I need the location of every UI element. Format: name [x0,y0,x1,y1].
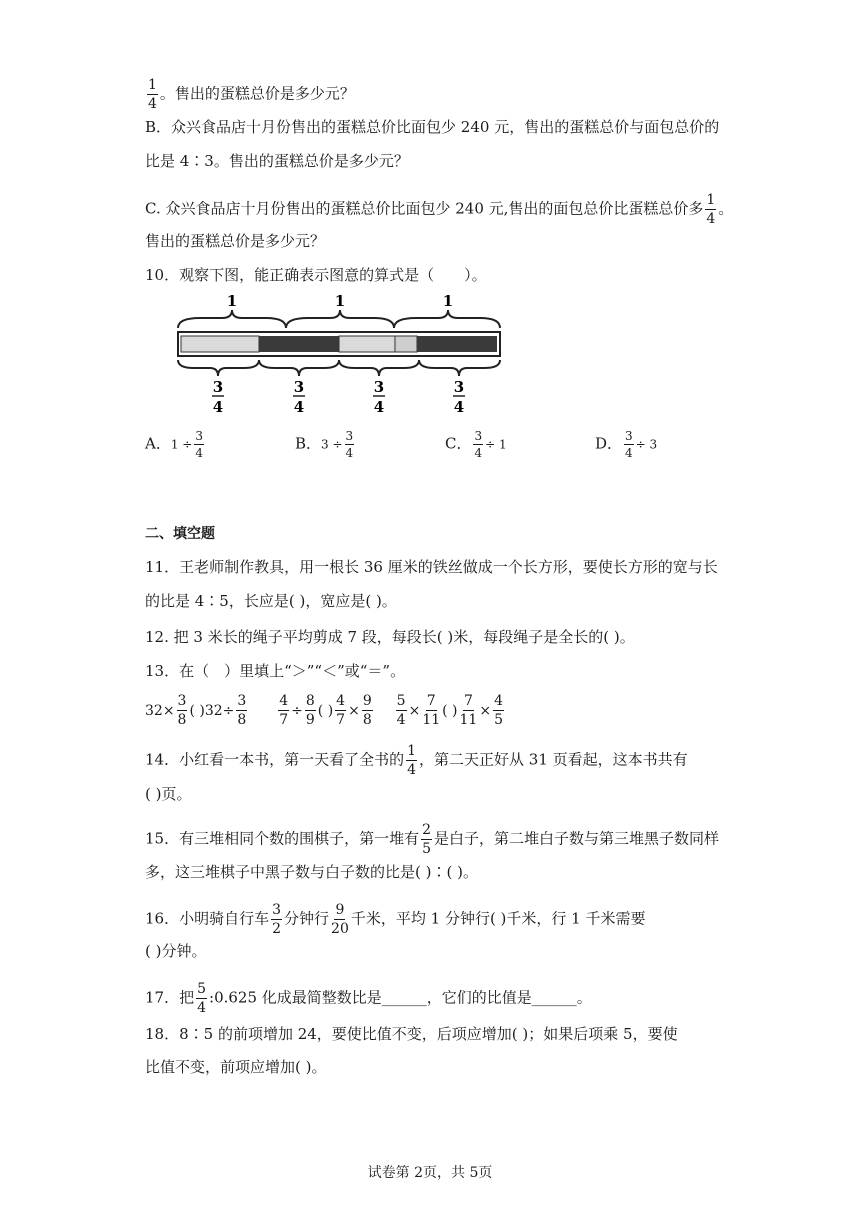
top-label-1: 1 [226,292,238,310]
segment-light-3 [395,336,417,352]
section-title: 二、填空题 [145,526,215,542]
segment-light-2 [339,336,395,352]
q18-line1[interactable]: 18．8∶5 的前项增加 24，要使比值不变，后项应增加( )；如果后项乘 5，要使 [145,1025,678,1043]
fraction: $\frac{3}{4}$ [625,429,633,460]
q10-option-b[interactable]: B．3 ÷ $\frac{3}{4}$ [295,429,354,460]
fraction: $\frac{9}{8}$ [362,693,372,728]
q10-option-a[interactable]: A．1 ÷ $\frac{3}{4}$ [145,429,203,460]
bottom-label-num: 3 [212,378,224,396]
fraction: $\frac{7}{11}$ [459,693,478,728]
q15-line1: 15．有三堆相同个数的围棋子，第一堆有 $\frac{2}{5}$ 是白子，第二堆白子数与第三堆黑子数同样 [145,822,720,857]
fraction: $\frac{3}{4}$ [474,429,483,460]
top-brace-1 [178,310,286,328]
fraction: $\frac{3}{2}$ [272,902,282,937]
page-footer: 试卷第 2页，共 5页 [367,1165,493,1181]
q14-line1: 14．小红看一本书，第一天看了全书的 $\frac{1}{4}$ ，第二天正好从 31 页看起，这本书共有 [145,743,688,778]
q14-line2[interactable]: ( )页。 [145,785,192,803]
bottom-label-1 [212,378,224,416]
fraction: $\frac{1}{4}$ [706,192,716,227]
q11-line2[interactable]: 的比是 4∶5，长应是( )，宽应是( )。 [145,592,397,610]
bottom-label-den: 4 [212,398,224,416]
q10-stem: 10．观察下图，能正确表示图意的算式是（ ）。 [145,266,487,284]
top-label-2: 1 [334,292,346,310]
fraction: $\frac{3}{4}$ [195,429,203,460]
q10-bar-diagram [170,292,510,422]
bottom-brace-2 [259,360,339,376]
bottom-label-4 [453,378,465,416]
fraction: $\frac{7}{11}$ [422,693,441,728]
segment-dark-2 [417,336,497,352]
q17-line[interactable]: 17．把 $\frac{5}{4}$ :0.625 化成最简整数比是______，它们的比值是______。 [145,981,592,1016]
bottom-label-den: 4 [373,398,385,416]
fraction: $\frac{5}{4}$ [197,981,207,1016]
q9-option-b-line2: 比是 4∶3。售出的蛋糕总价是多少元？ [145,152,409,170]
bottom-label-num: 3 [453,378,465,396]
bottom-brace-1 [178,360,259,376]
top-brace-2 [286,310,394,328]
segment-light-1 [181,336,259,352]
fraction: $\frac{3}{4}$ [345,429,354,460]
q9-prev-line: $\frac{1}{4}$ 。售出的蛋糕总价是多少元？ [148,77,355,112]
bottom-label-3 [373,378,385,416]
fraction: $\frac{4}{7}$ [279,693,289,728]
top-label-3: 1 [442,292,454,310]
bottom-label-den: 4 [293,398,305,416]
q13-expressions [145,694,506,727]
fraction: $\frac{4}{5}$ [494,693,503,728]
segment-dark-1 [259,336,339,352]
fraction: $\frac{3}{8}$ [237,693,247,728]
fraction: $\frac{1}{4}$ [148,77,157,112]
q13-stem: 13．在（ ）里填上“＞”“＜”或“＝”。 [145,662,406,680]
q13-item-3[interactable]: $\frac{5}{4}$ × $\frac{7}{11}$ ( ) $\frac{7}{11}$ × $\frac{4}{5}$ [396,693,503,728]
q9-option-c-line1: C. 众兴食品店十月份售出的蛋糕总价比面包少 240 元,售出的面包总价比蛋糕总价多 $\frac{1}{4}$ 。 [145,192,734,227]
fraction: $\frac{5}{4}$ [396,693,406,728]
bottom-label-den: 4 [453,398,465,416]
q9-option-c-line2: 售出的蛋糕总价是多少元？ [145,232,326,250]
fraction: $\frac{3}{8}$ [177,693,187,728]
bottom-brace-4 [419,360,500,376]
q18-line2[interactable]: 比值不变，前项应增加( )。 [145,1058,327,1076]
q16-line1: 16．小明骑自行车 $\frac{3}{2}$ 分钟行 $\frac{9}{20}$ 千米，平均 1 分钟行( )千米，行 1 千米需要 [145,902,646,937]
fraction: $\frac{4}{7}$ [336,693,346,728]
top-brace-3 [394,310,500,328]
q11-line1: 11．王老师制作教具，用一根长 36 厘米的铁丝做成一个长方形，要使长方形的宽与长 [145,558,718,576]
q13-item-2[interactable]: $\frac{4}{7}$ ÷ $\frac{8}{9}$ ( ) $\frac{4}{7}$ × $\frac{9}{8}$ [279,693,372,728]
bottom-label-2 [293,378,305,416]
bottom-brace-3 [339,360,419,376]
bottom-label-num: 3 [293,378,305,396]
q10-option-d[interactable]: D． $\frac{3}{4}$ ÷ 3 [595,429,658,460]
bottom-label-num: 3 [373,378,385,396]
q13-item-1[interactable]: 32× $\frac{3}{8}$ ( )32÷ $\frac{3}{8}$ [145,693,247,728]
fraction: $\frac{9}{20}$ [331,902,349,937]
q9-option-b-line1: B．众兴食品店十月份售出的蛋糕总价比面包少 240 元，售出的蛋糕总价与面包总价的 [145,118,720,136]
fraction: $\frac{8}{9}$ [305,693,315,728]
q10-option-c[interactable]: C． $\frac{3}{4}$ ÷ 1 [445,429,507,460]
fraction: $\frac{1}{4}$ [407,743,417,778]
q16-line2[interactable]: ( )分钟。 [145,942,207,960]
q15-line2[interactable]: 多，这三堆棋子中黑子数与白子数的比是( )∶( )。 [145,863,478,881]
q12-text[interactable]: 12. 把 3 米长的绳子平均剪成 7 段，每段长( )米，每段绳子是全长的( )。 [145,628,635,646]
fraction: $\frac{2}{5}$ [422,822,432,857]
